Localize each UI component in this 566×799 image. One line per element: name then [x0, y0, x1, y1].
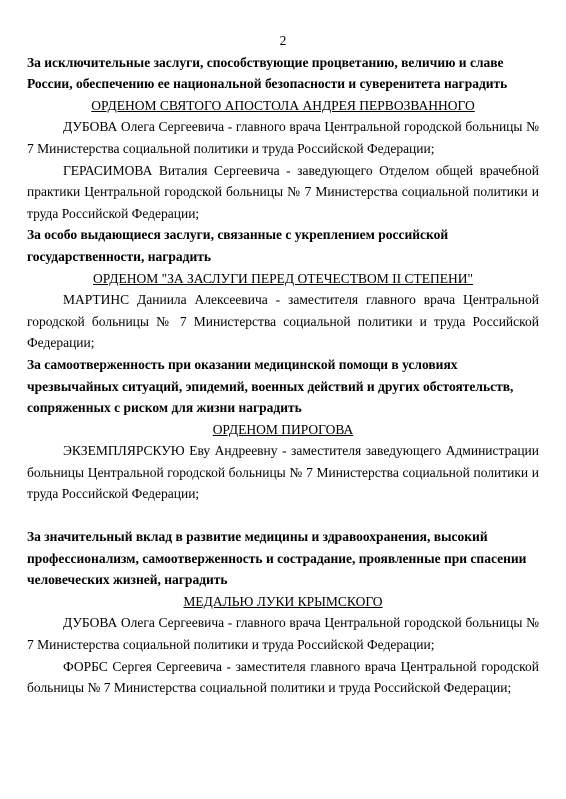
section-3-order-name: ОРДЕНОМ ПИРОГОВА — [212, 421, 354, 437]
section-2-preamble: За особо выдающиеся заслуги, связанные с укреплением российской государственности, наградить — [27, 227, 449, 264]
section-4-order-name: МЕДАЛЬЮ ЛУКИ КРЫМСКОГО — [183, 593, 383, 609]
section-1-preamble: За исключительные заслуги, способствующие процветанию, величию и славе России, обеспечению ее национальной безопасности и суверенитета наградить — [27, 54, 508, 92]
section-spacer — [27, 505, 539, 526]
section-3-awardee-1: ЭКЗЕМПЛЯРСКУЮ Еву Андреевну - заместителя заведующего Администрации больницы Центральной городской больницы № 7 Министерства социальной политики и труда Российской Федерации; — [27, 443, 539, 502]
section-1-order-name: ОРДЕНОМ СВЯТОГО АПОСТОЛА АНДРЕЯ ПЕРВОЗВАННОГО — [91, 97, 475, 113]
section-4-awardee-1: ДУБОВА Олега Сергеевича - главного врача Центральной городской больницы № 7 Министерства социальной политики и труда Российской Федерации; — [27, 615, 539, 653]
section-4-awardee-2: ФОРБС Сергея Сергеевича - заместителя главного врача Центральной городской больницы № 7 Министерства социальной политики и труда Российской Федерации; — [27, 658, 539, 696]
section-2-order-name: ОРДЕНОМ "ЗА ЗАСЛУГИ ПЕРЕД ОТЕЧЕСТВОМ II СТЕПЕНИ" — [93, 270, 473, 286]
section-3-preamble: За самоотверженность при оказании медицинской помощи в условиях чрезвычайных ситуаций, эпидемий, военных действий и других обстоятельств, сопряженных с риском для жизни наградить — [27, 356, 514, 416]
section-1-awardee-2: ГЕРАСИМОВА Виталия Сергеевича - заведующего Отделом общей врачебной практики Центральной городской больницы № 7 Министерства социальной политики и труда Российской Федерации; — [27, 162, 539, 221]
section-1-awardee-1: ДУБОВА Олега Сергеевича - главного врача Центральной городской больницы № 7 Министерства социальной политики и труда Российской Федерации; — [27, 119, 539, 156]
section-4-preamble: За значительный вклад в развитие медицины и здравоохранения, высокий профессионализм, самоотверженность и сострадание, проявленные при спасении человеческих жизней, наградить — [27, 529, 527, 588]
section-2-awardee-1: МАРТИНС Даниила Алексеевича - заместителя главного врача Центральной городской больницы № 7 Министерства социальной политики и труда Российской Федерации; — [27, 292, 539, 351]
page-number: 2 — [279, 33, 287, 48]
